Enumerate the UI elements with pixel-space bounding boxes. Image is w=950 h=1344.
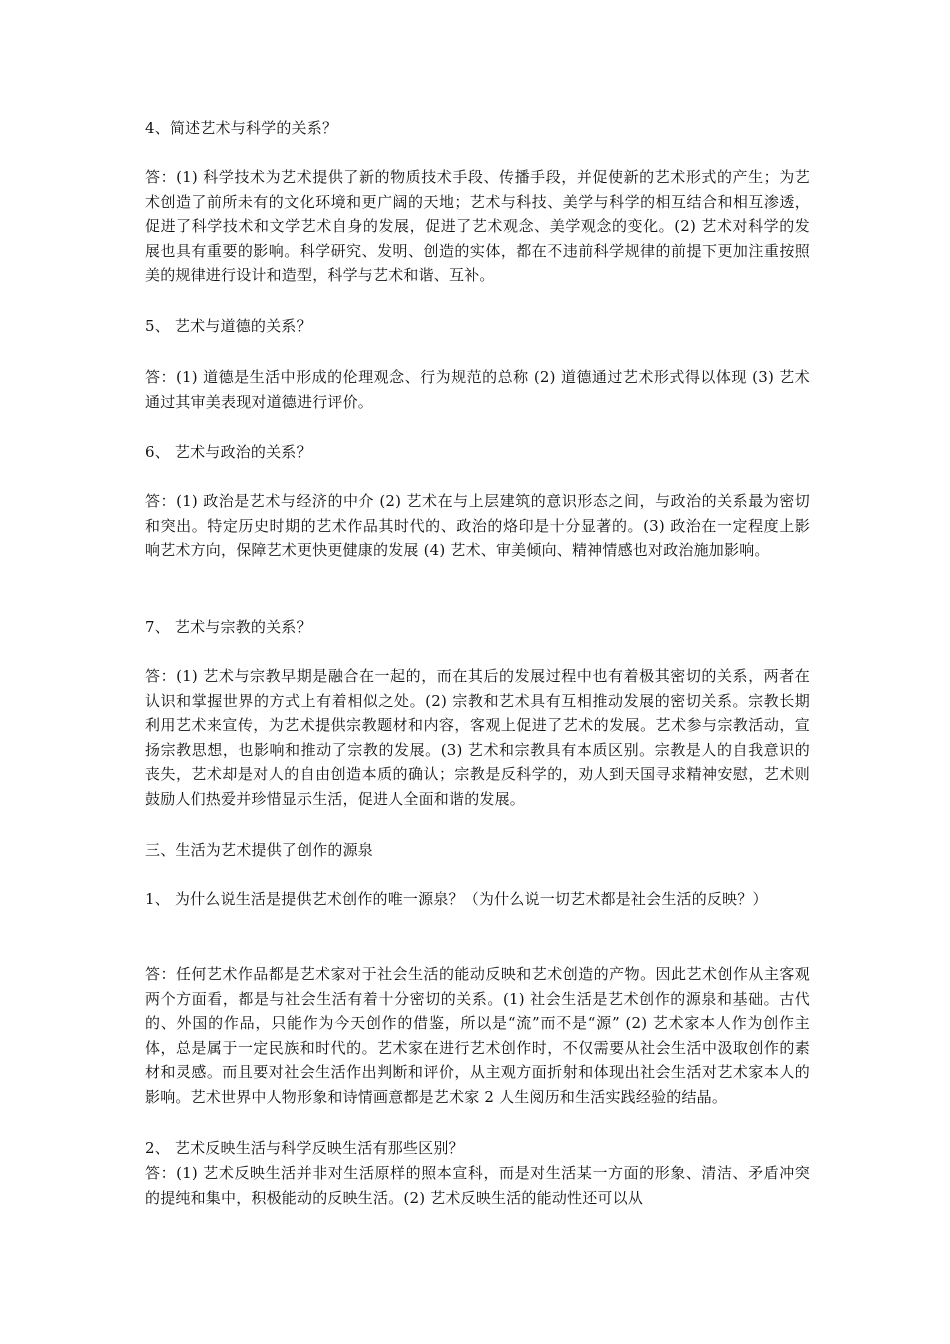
question-3-1-paragraph: 1、 为什么说生活是提供艺术创作的唯一源泉？（为什么说一切艺术都是社会生活的反映？） [145, 890, 768, 908]
answer-6-paragraph: 答：(1) 政治是艺术与经济的中介 (2) 艺术在与上层建筑的意识形态之间，与政治的关系最为密切和突出。特定历史时期的艺术作品其时代的、政治的烙印是十分显著的。(3) 政治在一定程度上影响艺术方向，保障艺术更快更健康的发展 (4) 艺术、审美倾向、精神情感也对政治施加影响。 [145, 492, 810, 559]
question-7-heading: 7、 艺术与宗教的关系？ [145, 618, 312, 636]
section-3-heading: 三、生活为艺术提供了创作的源泉 [145, 841, 374, 859]
question-4-heading: 4、简述艺术与科学的关系？ [145, 119, 338, 137]
question-6-heading: 6、 艺术与政治的关系？ [145, 443, 312, 461]
answer-5-paragraph: 答：(1) 道德是生活中形成的伦理观念、行为规范的总称 (2) 道德通过艺术形式得以体现 (3) 艺术通过其审美表现对道德进行评价。 [145, 368, 810, 411]
answer-3-1-paragraph: 答：任何艺术作品都是艺术家对于社会生活的能动反映和艺术创造的产物。因此艺术创作从主客观两个方面看，都是与社会生活有着十分密切的关系。(1) 社会生活是艺术创作的源泉和基础。古代的、外国的作品，只能作为今天创作的借鉴，所以是“流”而不是“源” (2) 艺术家本人作为创作主体，总是属于一定民族和时代的。艺术家在进行艺术创作时，不仅需要从社会生活中汲取创作的素材和灵感。而且要对社会生活作出判断和评价，从主观方面折射和体现出社会生活对艺术家本人的影响。艺术世界中人物形象和诗情画意都是艺术家 2 人生阅历和生活实践经验的结晶。 [145, 965, 810, 1106]
answer-3-2-paragraph: 答：(1) 艺术反映生活并非对生活原样的照本宣科，而是对生活某一方面的形象、清洁、矛盾冲突的提纯和集中，积极能动的反映生活。(2) 艺术反映生活的能动性还可以从 [145, 1164, 810, 1207]
answer-7-paragraph: 答：(1) 艺术与宗教早期是融合在一起的，而在其后的发展过程中也有着极其密切的关系，两者在认识和掌握世界的方式上有着相似之处。(2) 宗教和艺术具有互相推动发展的密切关系。宗教长期利用艺术来宣传，为艺术提供宗教题材和内容，客观上促进了艺术的发展。艺术参与宗教活动，宣扬宗教思想，也影响和推动了宗教的发展。(3) 艺术和宗教具有本质区别。宗教是人的自我意识的丧失，艺术却是对人的自由创造本质的确认；宗教是反科学的，劝人到天国寻求精神安慰，艺术则鼓励人们热爱并珍惜显示生活，促进人全面和谐的发展。 [145, 667, 810, 808]
answer-4-paragraph: 答：(1) 科学技术为艺术提供了新的物质技术手段、传播手段，并促使新的艺术形式的产生；为艺术创造了前所未有的文化环境和更广阔的天地；艺术与科技、美学与科学的相互结合和相互渗透，促进了科学技术和文学艺术自身的发展，促进了艺术观念、美学观念的变化。(2) 艺术对科学的发展也具有重要的影响。科学研究、发明、创造的实体，都在不违前科学规律的前提下更加注重按照美的规律进行设计和造型，科学与艺术和谐、互补。 [145, 168, 810, 284]
question-5-heading: 5、 艺术与道德的关系？ [145, 317, 312, 335]
question-3-2-heading: 2、 艺术反映生活与科学反映生活有那些区别？ [145, 1139, 464, 1157]
